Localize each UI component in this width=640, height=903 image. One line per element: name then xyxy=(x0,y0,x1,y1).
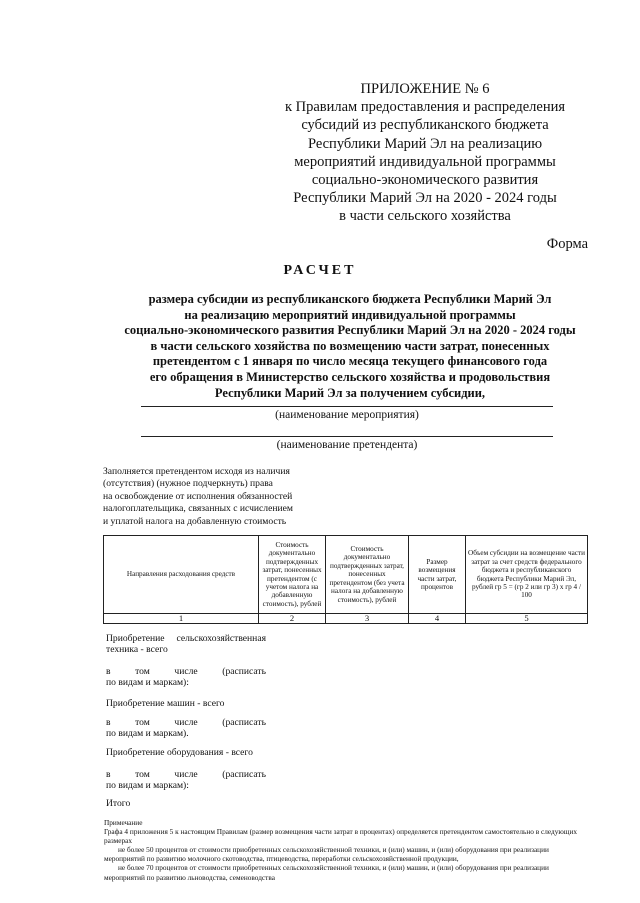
appendix-line: субсидий из республиканского бюджета xyxy=(301,117,549,134)
row-text: по видам и маркам): xyxy=(106,677,189,689)
col-header-subsidy-amount: Объем субсидии на возмещение части затрат за счет средств федерального бюджета и республиканского бюджета Республики Марий Эл, рублей гр 5 = (гр 2 или гр 3) х гр 4 / 100 xyxy=(466,536,588,614)
row-text: техника - всего xyxy=(106,644,168,656)
col-number: 2 xyxy=(259,614,326,624)
appendix-line: в части сельского хозяйства xyxy=(339,208,511,225)
col-number: 5 xyxy=(466,614,588,624)
tax-note-line: (отсутствия) (нужное подчеркнуть) права xyxy=(103,478,273,490)
tax-note-line: Заполняется претендентом исходя из наличия xyxy=(103,466,290,477)
row-text: том xyxy=(135,769,150,780)
row-text: по видам и маркам). xyxy=(106,728,189,740)
footnote xyxy=(104,818,588,882)
row-text: по видам и маркам): xyxy=(106,780,189,792)
appendix-line: Республики Марий Эл на 2020 - 2024 годы xyxy=(293,190,557,207)
row-text: (расписать xyxy=(222,717,266,728)
row-text: Приобретение xyxy=(106,633,165,644)
col-header-cost-without-vat: Стоимость документально подтвержденных затрат, понесенных претендентом (без учета налога на добавленную стоимость), рублей xyxy=(326,536,409,614)
row-text: Приобретение оборудования - всего xyxy=(106,747,253,758)
footnote-line: размерах xyxy=(104,836,133,846)
tax-note-line: на освобождение от исполнения обязанностей xyxy=(103,490,293,502)
appendix-line: Республики Марий Эл на реализацию xyxy=(307,135,543,152)
subtitle-line: его обращения в Министерство сельского хозяйства и продовольствия xyxy=(149,369,551,384)
document-title: РАСЧЕТ xyxy=(283,263,357,278)
subtitle-line: Республики Марий Эл за получением субсидии, xyxy=(214,385,486,400)
subtitle-line: претендентом с 1 января по число месяца текущего финансового года xyxy=(152,354,548,369)
row-text: числе xyxy=(174,666,198,677)
footnote-line: мероприятий по развитию льноводства, семеноводства xyxy=(104,872,275,882)
list-item xyxy=(106,717,266,740)
row-text: (расписать xyxy=(222,666,266,677)
footnote-line: не более 50 процентов от стоимости приобретенных сельскохозяйственной техники, и (или) машин, и (или) оборудования при реализации xyxy=(118,845,549,855)
event-name-caption: (наименование мероприятия) xyxy=(275,409,419,421)
footnote-line: Графа 4 приложения 5 к настоящим Правилам (размер возмещения части затрат в процентах) определяется претендентом самостоятельно в следующих xyxy=(104,827,578,837)
list-item xyxy=(106,769,266,792)
row-text: Приобретение машин - всего xyxy=(106,698,225,709)
row-text: в xyxy=(106,769,111,780)
row-text: числе xyxy=(174,717,198,728)
col-header-reimbursement-percent: Размер возмещения части затрат, процентов xyxy=(409,536,466,614)
list-item xyxy=(106,666,266,689)
footnote-line: мероприятий по развитию молочного скотоводства, птицеводства, переработки сельскохозяйственной продукции, xyxy=(104,854,459,864)
row-text: в xyxy=(106,717,111,728)
form-label: Форма xyxy=(546,236,588,252)
appendix-line: ПРИЛОЖЕНИЕ № 6 xyxy=(360,81,490,97)
row-text: (расписать xyxy=(222,769,266,780)
list-item xyxy=(106,747,266,758)
footnote-label: Примечание xyxy=(104,818,143,827)
subtitle-line: в части сельского хозяйства по возмещению части затрат, понесенных xyxy=(150,338,550,353)
subtitle-line: социально-экономического развития Республики Марий Эл на 2020 - 2024 годы xyxy=(124,323,576,338)
appendix-line: мероприятий индивидуальной программы xyxy=(294,153,556,170)
row-text: числе xyxy=(174,769,198,780)
expense-rows xyxy=(106,0,266,903)
appendix-line: к Правилам предоставления и распределения xyxy=(284,99,566,116)
col-header-cost-with-vat: Стоимость документально подтвержденных затрат, понесенных претендентом (с учетом налога на добавленную стоимость), рублей xyxy=(259,536,326,614)
subtitle-line: размера субсидии из республиканского бюджета Республики Марий Эл xyxy=(148,292,552,306)
col-number: 4 xyxy=(409,614,466,624)
applicant-name-caption: (наименование претендента) xyxy=(276,439,418,451)
row-text: Итого xyxy=(106,798,131,809)
col-number: 1 xyxy=(104,614,259,624)
row-text: том xyxy=(135,666,150,677)
appendix-line: социально-экономического развития xyxy=(311,172,539,189)
appendix-heading xyxy=(260,80,590,226)
row-text: в xyxy=(106,666,111,677)
subtitle-line: на реализацию мероприятий индивидуальной программы xyxy=(184,307,516,322)
footnote-line: не более 70 процентов от стоимости приобретенных сельскохозяйственной техники, и (или) машин, и (или) оборудования при реализации xyxy=(118,863,549,873)
row-text: том xyxy=(135,717,150,728)
tax-note-line: и уплатой налога на добавленную стоимость xyxy=(103,515,287,527)
list-item xyxy=(106,698,266,709)
row-text: сельскохозяйственная xyxy=(176,633,266,644)
tax-note-line: налогоплательщика, связанных с исчислением xyxy=(103,503,293,515)
list-item-total xyxy=(106,798,266,809)
col-number: 3 xyxy=(326,614,409,624)
list-item xyxy=(106,633,266,656)
col-header-directions: Направления расходования средств xyxy=(104,536,259,614)
